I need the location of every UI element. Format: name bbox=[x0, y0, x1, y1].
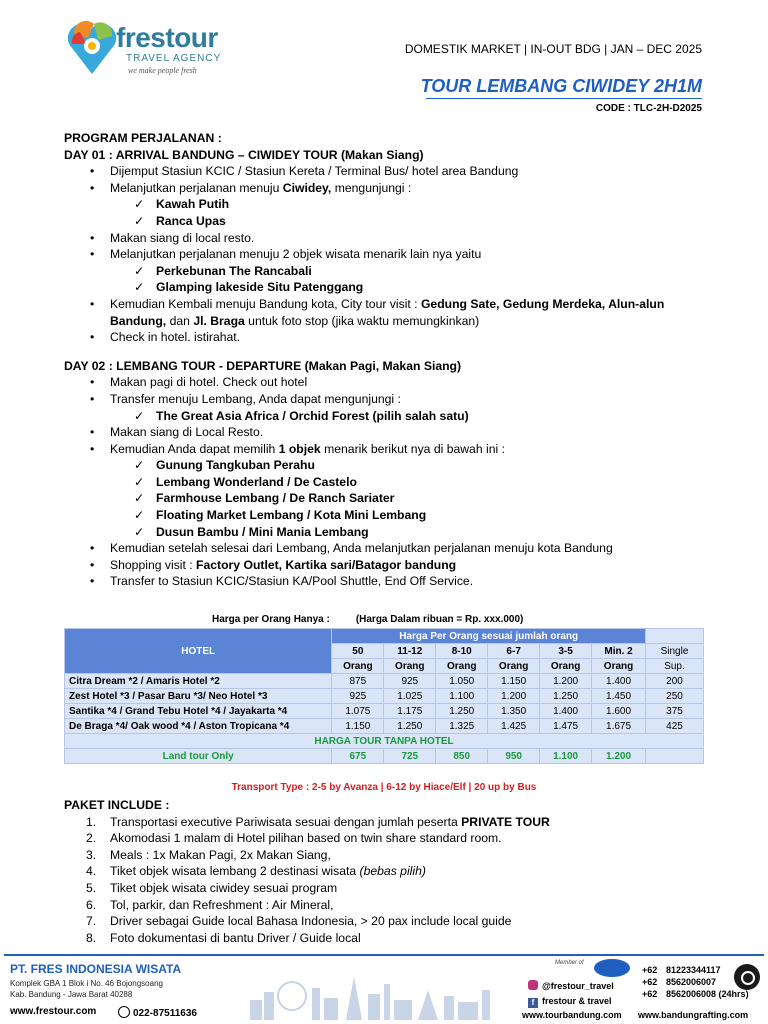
check-item: ✓ Kawah Putih bbox=[134, 196, 704, 213]
include-list bbox=[86, 814, 704, 947]
col-header: Min. 2 bbox=[592, 644, 646, 659]
land-tour-row bbox=[65, 749, 704, 764]
instagram-icon bbox=[528, 980, 538, 990]
list-item: • Transfer menuju Lembang, Anda dapat mengunjungi : bbox=[86, 391, 704, 408]
list-item: 3. Meals : 1x Makan Pagi, 2x Makan Siang, bbox=[86, 847, 331, 862]
check-item: ✓ Dusun Bambu / Mini Mania Lembang bbox=[134, 524, 704, 541]
list-item: 7. Driver sebagai Guide local Bahasa Indonesia, > 20 pax include local guide bbox=[86, 914, 512, 929]
hotel-name: Santika *4 / Grand Tebu Hotel *4 / Jayakarta *4 bbox=[65, 704, 332, 719]
land-tour-label: Land tour Only bbox=[65, 749, 332, 764]
city-skyline-icon bbox=[250, 970, 510, 1020]
title-underline bbox=[426, 98, 702, 99]
price-cell: 1.250 bbox=[384, 719, 436, 734]
price-cell: 725 bbox=[384, 749, 436, 764]
check-item: ✓ The Great Asia Africa / Orchid Forest (pilih salah satu) bbox=[134, 408, 704, 425]
price-cell: 925 bbox=[332, 689, 384, 704]
address-line: Kab. Bandung - Jawa Barat 40288 bbox=[10, 990, 133, 999]
col-header: 6-7 bbox=[488, 644, 540, 659]
col-header: 3-5 bbox=[540, 644, 592, 659]
tour-code: CODE : TLC-2H-D2025 bbox=[595, 103, 702, 114]
col-header: Single bbox=[646, 644, 704, 659]
price-cell: 875 bbox=[332, 674, 384, 689]
logo-name: frestour bbox=[116, 22, 218, 53]
list-item: • Check in hotel. istirahat. bbox=[86, 329, 704, 346]
day1-title: DAY 01 : ARRIVAL BANDUNG – CIWIDEY TOUR (Makan Siang) bbox=[64, 147, 424, 162]
logo-subtitle: TRAVEL AGENCY bbox=[126, 53, 222, 64]
price-cell: 850 bbox=[436, 749, 488, 764]
office-phone: 022-87511636 bbox=[118, 1006, 197, 1019]
check-item: ✓ Farmhouse Lembang / De Ranch Sariater bbox=[134, 490, 704, 507]
price-cell: 375 bbox=[646, 704, 704, 719]
company-address bbox=[10, 978, 163, 1000]
check-item: ✓ Floating Market Lembang / Kota Mini Lembang bbox=[134, 507, 704, 524]
phone-list bbox=[642, 964, 749, 1000]
check-item: ✓ Gunung Tangkuban Perahu bbox=[134, 457, 704, 474]
no-hotel-header: HARGA TOUR TANPA HOTEL bbox=[65, 734, 704, 749]
day1-list-2 bbox=[86, 230, 704, 263]
price-cell: 250 bbox=[646, 689, 704, 704]
price-cell: 1.425 bbox=[488, 719, 540, 734]
list-item: • Shopping visit : Factory Outlet, Kartika sari/Batagor bandung bbox=[86, 557, 704, 574]
list-item: 2. Akomodasi 1 malam di Hotel pilihan based on twin share standard room. bbox=[86, 831, 502, 846]
price-cell: 1.050 bbox=[436, 674, 488, 689]
col-header: 50 bbox=[332, 644, 384, 659]
phone-line: +62 8562006008 (24hrs) bbox=[642, 989, 749, 999]
col-header: Orang bbox=[488, 659, 540, 674]
price-cell: 1.200 bbox=[540, 674, 592, 689]
table-row bbox=[65, 704, 704, 719]
price-cell: 1.450 bbox=[592, 689, 646, 704]
price-cell: 1.250 bbox=[540, 689, 592, 704]
price-cell: 675 bbox=[332, 749, 384, 764]
market-info: DOMESTIK MARKET | IN-OUT BDG | JAN – DEC 2025 bbox=[404, 42, 702, 56]
col-header: Orang bbox=[332, 659, 384, 674]
price-cell: 1.400 bbox=[592, 674, 646, 689]
day1-checklist-2 bbox=[134, 263, 704, 296]
page-footer bbox=[0, 950, 768, 1024]
no-hotel-header-row bbox=[65, 734, 704, 749]
hotel-name: Zest Hotel *3 / Pasar Baru *3/ Neo Hotel *3 bbox=[65, 689, 332, 704]
list-item: 6. Tol, parkir, dan Refreshment : Air Mineral, bbox=[86, 897, 334, 912]
price-cell: 425 bbox=[646, 719, 704, 734]
company-name: PT. FRES INDONESIA WISATA bbox=[10, 962, 182, 976]
col-header: 11-12 bbox=[384, 644, 436, 659]
price-cell: 200 bbox=[646, 674, 704, 689]
day2-list-3 bbox=[86, 540, 704, 590]
price-cell: 1.250 bbox=[436, 704, 488, 719]
page-header bbox=[0, 0, 768, 120]
price-cell: 925 bbox=[384, 674, 436, 689]
day1-list bbox=[86, 163, 704, 196]
list-item: • Melanjutkan perjalanan menuju Ciwidey, mengunjungi : bbox=[86, 180, 704, 197]
day2-list bbox=[86, 374, 704, 407]
price-cell: 1.100 bbox=[540, 749, 592, 764]
col-header: Orang bbox=[436, 659, 488, 674]
price-cell: 1.675 bbox=[592, 719, 646, 734]
day2-list-2 bbox=[86, 424, 704, 457]
include-heading: PAKET INCLUDE : bbox=[64, 798, 170, 812]
facebook-icon: f bbox=[528, 998, 538, 1008]
list-item: 5. Tiket objek wisata ciwidey sesuai program bbox=[86, 880, 338, 895]
day2-title: DAY 02 : LEMBANG TOUR - DEPARTURE (Makan Pagi, Makan Siang) bbox=[64, 358, 462, 373]
price-cell: 1.075 bbox=[332, 704, 384, 719]
price-cell: 950 bbox=[488, 749, 540, 764]
price-caption bbox=[212, 614, 523, 625]
phone-line: +62 8562006007 bbox=[642, 977, 717, 987]
whatsapp-icon bbox=[734, 964, 760, 990]
address-line: Komplek GBA 1 Blok i No. 46 Bojongsoang bbox=[10, 979, 163, 988]
price-cell: 1.175 bbox=[384, 704, 436, 719]
price-cell: 1.600 bbox=[592, 704, 646, 719]
check-item: ✓ Glamping lakeside Situ Patenggang bbox=[134, 279, 704, 296]
price-cell: 1.100 bbox=[436, 689, 488, 704]
day1-list-3 bbox=[86, 296, 704, 346]
check-item: ✓ Ranca Upas bbox=[134, 213, 704, 230]
col-header: Orang bbox=[540, 659, 592, 674]
transport-type: Transport Type : 2-5 by Avanza | 6-12 by Hiace/Elf | 20 up by Bus bbox=[231, 782, 537, 793]
facebook-page[interactable]: f frestour & travel bbox=[528, 996, 612, 1008]
day2-checklist-2 bbox=[134, 457, 704, 540]
price-cell: 1.325 bbox=[436, 719, 488, 734]
price-cell bbox=[646, 749, 704, 764]
table-row bbox=[65, 689, 704, 704]
col-header: Sup. bbox=[646, 659, 704, 674]
program-section bbox=[64, 130, 704, 590]
list-item: • Makan pagi di hotel. Check out hotel bbox=[86, 374, 704, 391]
phone-icon bbox=[118, 1006, 130, 1018]
check-item: ✓ Lembang Wonderland / De Castelo bbox=[134, 474, 704, 491]
association-badge-icon bbox=[594, 959, 630, 977]
list-item: • Kemudian setelah selesai dari Lembang, Anda melanjutkan perjalanan menuju kota Bandung bbox=[86, 540, 704, 557]
day2-checklist-1 bbox=[134, 408, 704, 425]
col-header: Orang bbox=[592, 659, 646, 674]
include-section bbox=[64, 797, 704, 946]
price-cell: 1.200 bbox=[592, 749, 646, 764]
price-caption-right: (Harga Dalam ribuan = Rp. xxx.000) bbox=[355, 614, 524, 625]
col-header: 8-10 bbox=[436, 644, 488, 659]
price-cell: 1.150 bbox=[488, 674, 540, 689]
list-item: 4. Tiket objek wisata lembang 2 destinasi wisata (bebas pilih) bbox=[86, 864, 426, 879]
hotel-name: Citra Dream *2 / Amaris Hotel *2 bbox=[65, 674, 332, 689]
day1-checklist-1 bbox=[134, 196, 704, 229]
logo-heart-icon bbox=[64, 14, 120, 80]
program-heading: PROGRAM PERJALANAN : bbox=[64, 131, 222, 145]
list-item: 1. Transportasi executive Pariwisata sesuai dengan jumlah peserta PRIVATE TOUR bbox=[86, 814, 550, 829]
website-link[interactable]: www.frestour.com bbox=[10, 1006, 97, 1017]
price-cell: 1.400 bbox=[540, 704, 592, 719]
group-header: Harga Per Orang sesuai jumlah orang bbox=[332, 629, 646, 644]
price-caption-left: Harga per Orang Hanya : bbox=[212, 614, 330, 625]
bandungrafting-link[interactable]: www.bandungrafting.com bbox=[638, 1010, 749, 1020]
price-table bbox=[64, 628, 704, 764]
list-item: 8. Foto dokumentasi di bantu Driver / Guide local bbox=[86, 930, 361, 945]
list-item: • Makan siang di local resto. bbox=[86, 230, 704, 247]
list-item: • Kemudian Kembali menuju Bandung kota, City tour visit : Gedung Sate, Gedung Merdeka, Alun-alun Bandung, dan Jl. Braga untuk foto stop (jika waktu memungkinkan) bbox=[86, 296, 704, 329]
list-item: • Transfer to Stasiun KCIC/Stasiun KA/Pool Shuttle, End Off Service. bbox=[86, 573, 704, 590]
price-cell: 1.350 bbox=[488, 704, 540, 719]
instagram-handle[interactable]: @frestour_travel bbox=[528, 980, 614, 991]
list-item: • Kemudian Anda dapat memilih 1 objek menarik berikut nya di bawah ini : bbox=[86, 441, 704, 458]
check-item: ✓ Perkebunan The Rancabali bbox=[134, 263, 704, 280]
price-cell: 1.200 bbox=[488, 689, 540, 704]
price-cell: 1.150 bbox=[332, 719, 384, 734]
table-row bbox=[65, 674, 704, 689]
logo-tagline: we make people fresh bbox=[128, 66, 197, 75]
hotel-name: De Braga *4/ Oak wood *4 / Aston Tropicana *4 bbox=[65, 719, 332, 734]
list-item: • Makan siang di Local Resto. bbox=[86, 424, 704, 441]
tourbandung-link[interactable]: www.tourbandung.com bbox=[522, 1010, 622, 1020]
member-of-label: Member of bbox=[555, 960, 584, 966]
col-header: Orang bbox=[384, 659, 436, 674]
footer-divider bbox=[4, 954, 764, 956]
hotel-column-header: HOTEL bbox=[65, 629, 332, 674]
list-item: • Dijemput Stasiun KCIC / Stasiun Kereta / Terminal Bus/ hotel area Bandung bbox=[86, 163, 704, 180]
price-cell: 1.025 bbox=[384, 689, 436, 704]
phone-line: +62 81223344117 bbox=[642, 965, 721, 975]
table-row bbox=[65, 719, 704, 734]
frestour-logo bbox=[64, 14, 234, 80]
list-item: • Melanjutkan perjalanan menuju 2 objek wisata menarik lain nya yaitu bbox=[86, 246, 704, 263]
price-cell: 1.475 bbox=[540, 719, 592, 734]
page-title: TOUR LEMBANG CIWIDEY 2H1M bbox=[420, 76, 702, 96]
